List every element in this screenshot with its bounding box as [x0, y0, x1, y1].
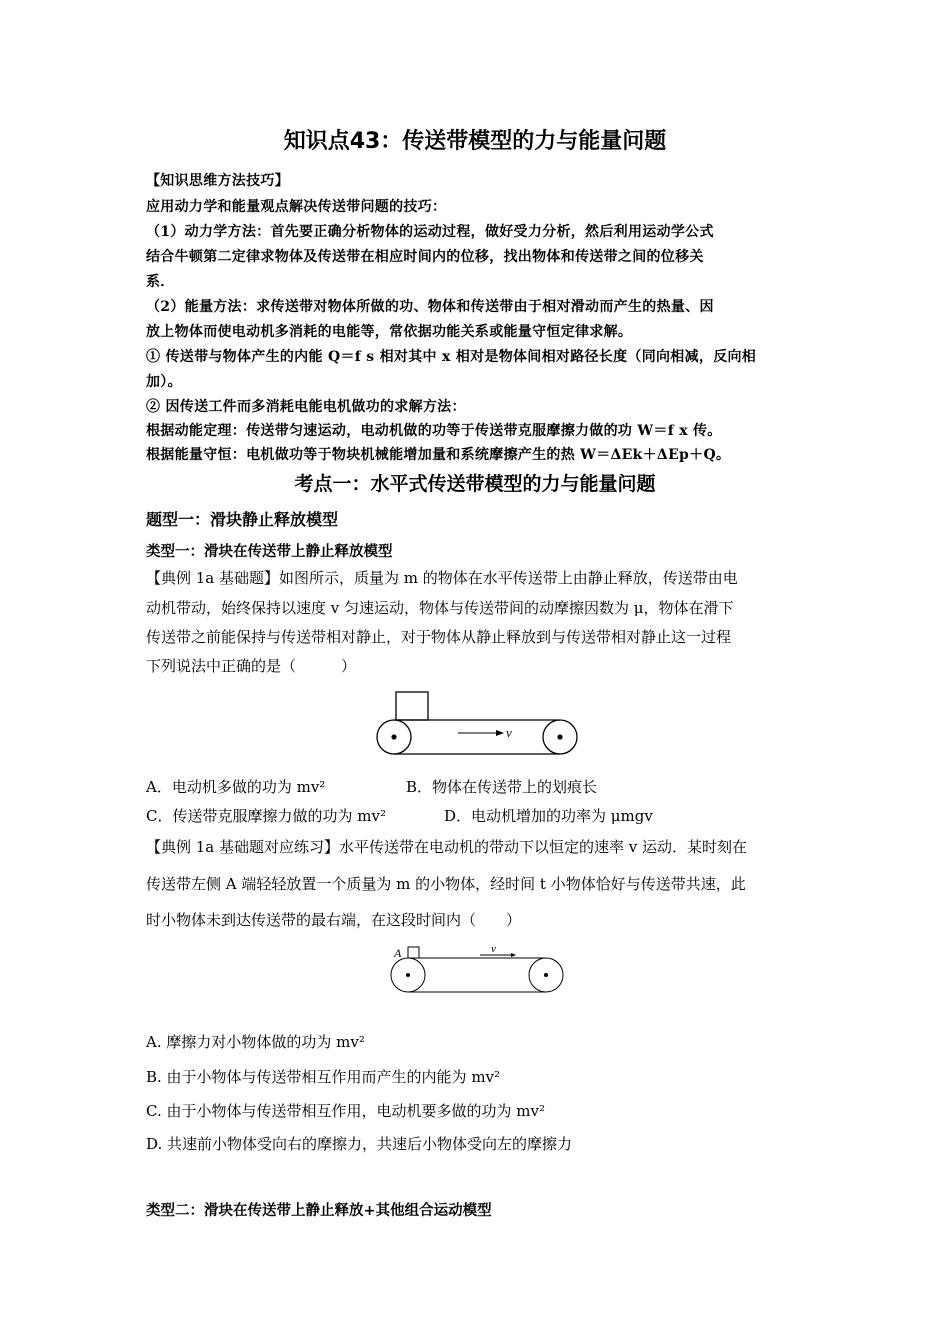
example2-option-a: A. 摩擦力对小物体做的功为 mv²	[146, 1033, 365, 1051]
method-line: ② 因传送工件而多消耗电能电机做功的求解方法：	[146, 399, 466, 415]
example1-line: 传送带之前能保持与传送带相对静止，对于物体从静止释放到与传送带相对静止这一过程	[146, 628, 732, 646]
conveyor-figure-2	[388, 940, 570, 998]
example1-option-a: A．电动机多做的功为 mv²	[146, 778, 326, 796]
example2-option-d: D. 共速前小物体受向右的摩擦力，共速后小物体受向左的摩擦力	[146, 1135, 573, 1153]
method-line: （1）动力学方法：首先要正确分析物体的运动过程，做好受力分析，然后利用运动学公式	[146, 224, 714, 240]
method-line: 结合牛顿第二定律求物体及传送带在相应时间内的位移，找出物体和传送带之间的位移关	[146, 249, 704, 265]
velocity-label-2: v	[491, 943, 496, 955]
method-line: 根据能量守恒：电机做功等于物块机械能增加量和系统摩擦产生的热 W＝ΔEk＋ΔEp＋Q。	[146, 447, 731, 463]
conveyor-figure-1	[372, 686, 584, 760]
example2-line: 【典例 1a 基础题对应练习】水平传送带在电动机的带动下以恒定的速率 v 运动．某时刻在	[146, 838, 748, 856]
type-heading: 题型一：滑块静止释放模型	[146, 510, 339, 529]
method-line: ① 传送带与物体产生的内能 Q＝f s 相对其中 x 相对是物体间相对路径长度（同向相减，反向相	[146, 349, 757, 365]
example1-option-d: D．电动机增加的功率为 μmgv	[444, 807, 653, 825]
method-line: 系．	[146, 274, 175, 290]
point-a-label: A	[394, 946, 402, 960]
method-line: 应用动力学和能量观点解决传送带问题的技巧：	[146, 199, 447, 215]
example1-option-c: C．传送带克服摩擦力做的功为 mv²	[146, 807, 386, 825]
example1-option-b: B．物体在传送带上的划痕长	[406, 778, 598, 796]
block	[396, 692, 428, 720]
method-heading: 【知识思维方法技巧】	[146, 173, 289, 189]
method-line: （2）能量方法：求传送带对物体所做的功、物体和传送带由于相对滑动而产生的热量、因	[146, 299, 714, 315]
example1-line: 动机带动，始终保持以速度 v 匀速运动，物体与传送带间的动摩擦因数为 μ，物体在滑下	[146, 599, 734, 617]
method-line: 放上物体而使电动机多消耗的电能等，常依据功能关系或能量守恒定律求解。	[146, 324, 633, 340]
subtype1-heading: 类型一：滑块在传送带上静止释放模型	[146, 544, 393, 560]
small-block	[408, 947, 419, 958]
method-line: 加）。	[146, 374, 182, 390]
method-line: 根据动能定理：传送带匀速运动，电动机做的功等于传送带克服摩擦力做的功 W＝f x 传。	[146, 423, 722, 439]
page-title: 知识点43：传送带模型的力与能量问题	[283, 129, 667, 154]
velocity-label: v	[506, 725, 512, 740]
example2-option-c: C. 由于小物体与传送带相互作用，电动机要多做的功为 mv²	[146, 1102, 545, 1120]
example2-line: 时小物体未到达传送带的最右端，在这段时间内（ ）	[146, 911, 522, 929]
example2-line: 传送带左侧 A 端轻轻放置一个质量为 m 的小物体，经时间 t 小物体恰好与传送带共速，此	[146, 875, 746, 893]
example1-line: 下列说法中正确的是（ ）	[146, 657, 357, 675]
example2-option-b: B. 由于小物体与传送带相互作用而产生的内能为 mv²	[146, 1068, 501, 1086]
example1-line: 【典例 1a 基础题】如图所示，质量为 m 的物体在水平传送带上由静止释放，传送带由电	[146, 569, 738, 587]
subtype2-heading: 类型二：滑块在传送带上静止释放+其他组合运动模型	[146, 1203, 492, 1219]
section-heading: 考点一：水平式传送带模型的力与能量问题	[294, 473, 656, 495]
